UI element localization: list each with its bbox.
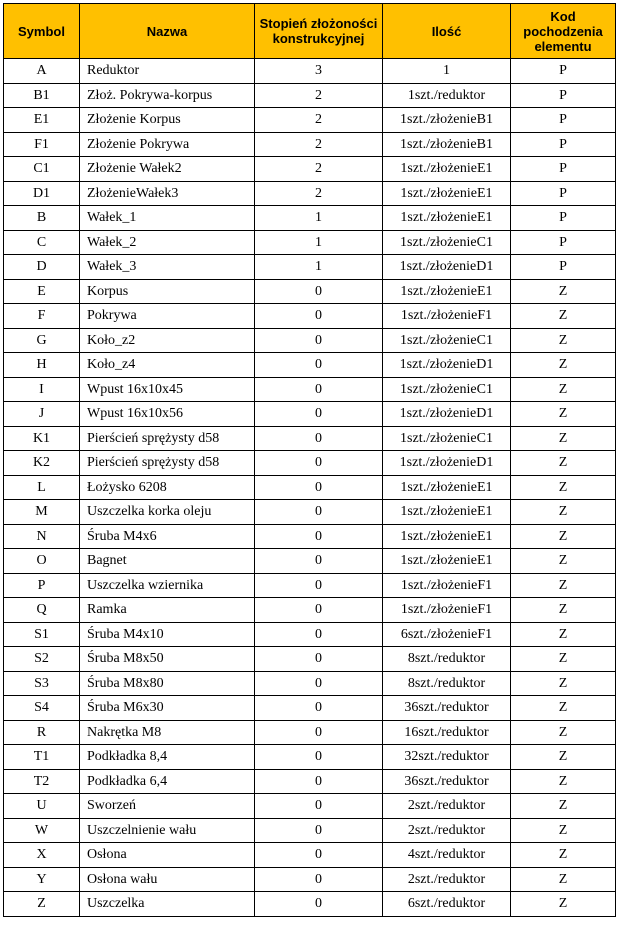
cell-qty: 6szt./złożenieF1 (383, 622, 511, 647)
cell-name: Złożenie Korpus (80, 108, 255, 133)
cell-qty: 1szt./złożenieE1 (383, 549, 511, 574)
cell-code: P (511, 108, 616, 133)
cell-degree: 0 (255, 475, 383, 500)
cell-name: Wałek_1 (80, 206, 255, 231)
cell-symbol: Y (4, 867, 80, 892)
table-row (4, 304, 616, 329)
table-row (4, 230, 616, 255)
cell-code: P (511, 230, 616, 255)
cell-code: Z (511, 377, 616, 402)
table-row (4, 328, 616, 353)
cell-qty: 8szt./reduktor (383, 671, 511, 696)
table-row (4, 818, 616, 843)
header-code: Kod pochodzenia elementu (511, 4, 616, 59)
table-row (4, 279, 616, 304)
cell-code: Z (511, 328, 616, 353)
table-row (4, 794, 616, 819)
cell-qty: 1szt./złożenieD1 (383, 402, 511, 427)
cell-code: Z (511, 524, 616, 549)
cell-code: P (511, 181, 616, 206)
header-row (4, 4, 616, 59)
cell-qty: 1szt./złożenieE1 (383, 157, 511, 182)
cell-degree: 1 (255, 230, 383, 255)
cell-code: Z (511, 500, 616, 525)
table-row (4, 59, 616, 84)
cell-name: Wpust 16x10x56 (80, 402, 255, 427)
cell-name: Uszczelnienie wału (80, 818, 255, 843)
cell-name: Sworzeń (80, 794, 255, 819)
cell-degree: 0 (255, 769, 383, 794)
cell-symbol: F1 (4, 132, 80, 157)
cell-name: Wpust 16x10x45 (80, 377, 255, 402)
table-row (4, 622, 616, 647)
cell-qty: 2szt./reduktor (383, 818, 511, 843)
cell-code: Z (511, 892, 616, 917)
cell-name: Osłona (80, 843, 255, 868)
cell-symbol: Z (4, 892, 80, 917)
cell-symbol: M (4, 500, 80, 525)
cell-degree: 0 (255, 622, 383, 647)
cell-symbol: L (4, 475, 80, 500)
cell-degree: 0 (255, 549, 383, 574)
cell-code: Z (511, 647, 616, 672)
cell-degree: 0 (255, 745, 383, 770)
cell-symbol: J (4, 402, 80, 427)
cell-symbol: U (4, 794, 80, 819)
cell-qty: 1szt./złożenieE1 (383, 524, 511, 549)
cell-code: Z (511, 818, 616, 843)
cell-code: Z (511, 867, 616, 892)
cell-symbol: S4 (4, 696, 80, 721)
table-row (4, 598, 616, 623)
cell-qty: 1szt./złożenieD1 (383, 353, 511, 378)
cell-qty: 1szt./złożenieE1 (383, 181, 511, 206)
cell-code: P (511, 255, 616, 280)
cell-name: Nakrętka M8 (80, 720, 255, 745)
cell-qty: 6szt./reduktor (383, 892, 511, 917)
cell-degree: 0 (255, 500, 383, 525)
table-row (4, 206, 616, 231)
cell-degree: 0 (255, 867, 383, 892)
cell-code: Z (511, 573, 616, 598)
table-row (4, 647, 616, 672)
cell-name: Śruba M4x6 (80, 524, 255, 549)
table-row (4, 867, 616, 892)
cell-symbol: X (4, 843, 80, 868)
header-name: Nazwa (80, 4, 255, 59)
cell-degree: 1 (255, 206, 383, 231)
cell-qty: 36szt./reduktor (383, 769, 511, 794)
cell-code: Z (511, 769, 616, 794)
cell-qty: 1 (383, 59, 511, 84)
cell-name: Śruba M8x50 (80, 647, 255, 672)
cell-qty: 36szt./reduktor (383, 696, 511, 721)
table-row (4, 843, 616, 868)
cell-qty: 1szt./złożenieE1 (383, 206, 511, 231)
cell-symbol: A (4, 59, 80, 84)
cell-symbol: P (4, 573, 80, 598)
cell-qty: 32szt./reduktor (383, 745, 511, 770)
table-row (4, 83, 616, 108)
cell-degree: 2 (255, 181, 383, 206)
cell-name: Reduktor (80, 59, 255, 84)
cell-degree: 0 (255, 892, 383, 917)
cell-qty: 1szt./złożenieB1 (383, 132, 511, 157)
cell-qty: 1szt./złożenieF1 (383, 304, 511, 329)
table-row (4, 549, 616, 574)
cell-qty: 2szt./reduktor (383, 794, 511, 819)
cell-symbol: S1 (4, 622, 80, 647)
cell-name: Uszczelka korka oleju (80, 500, 255, 525)
table-row (4, 451, 616, 476)
table-row (4, 769, 616, 794)
cell-degree: 2 (255, 132, 383, 157)
cell-degree: 0 (255, 647, 383, 672)
table-row (4, 573, 616, 598)
cell-name: Łożysko 6208 (80, 475, 255, 500)
cell-degree: 0 (255, 843, 383, 868)
table-row (4, 745, 616, 770)
cell-symbol: R (4, 720, 80, 745)
table-row (4, 181, 616, 206)
cell-qty: 1szt./złożenieE1 (383, 475, 511, 500)
cell-degree: 0 (255, 304, 383, 329)
cell-code: P (511, 83, 616, 108)
cell-degree: 0 (255, 696, 383, 721)
cell-code: Z (511, 426, 616, 451)
cell-degree: 2 (255, 83, 383, 108)
cell-degree: 0 (255, 720, 383, 745)
cell-code: Z (511, 279, 616, 304)
cell-code: Z (511, 451, 616, 476)
table-row (4, 524, 616, 549)
cell-name: Uszczelka wziernika (80, 573, 255, 598)
cell-degree: 0 (255, 598, 383, 623)
cell-symbol: S3 (4, 671, 80, 696)
cell-degree: 0 (255, 353, 383, 378)
cell-degree: 0 (255, 818, 383, 843)
cell-name: Podkładka 6,4 (80, 769, 255, 794)
cell-qty: 1szt./złożenieC1 (383, 230, 511, 255)
cell-name: Osłona wału (80, 867, 255, 892)
cell-qty: 8szt./reduktor (383, 647, 511, 672)
cell-qty: 1szt./złożenieE1 (383, 500, 511, 525)
cell-qty: 16szt./reduktor (383, 720, 511, 745)
cell-symbol: W (4, 818, 80, 843)
header-qty: Ilość (383, 4, 511, 59)
table-row (4, 720, 616, 745)
cell-qty: 1szt./złożenieF1 (383, 598, 511, 623)
table-row (4, 353, 616, 378)
table-row (4, 671, 616, 696)
cell-name: Wałek_3 (80, 255, 255, 280)
cell-symbol: E1 (4, 108, 80, 133)
cell-symbol: T2 (4, 769, 80, 794)
cell-name: Wałek_2 (80, 230, 255, 255)
cell-name: Korpus (80, 279, 255, 304)
cell-symbol: K2 (4, 451, 80, 476)
cell-degree: 0 (255, 279, 383, 304)
cell-code: Z (511, 402, 616, 427)
table-row (4, 500, 616, 525)
cell-name: Złożenie Pokrywa (80, 132, 255, 157)
cell-qty: 1szt./reduktor (383, 83, 511, 108)
header-degree: Stopień złożoności konstrukcyjnej (255, 4, 383, 59)
cell-degree: 0 (255, 426, 383, 451)
table-row (4, 475, 616, 500)
cell-qty: 4szt./reduktor (383, 843, 511, 868)
cell-degree: 2 (255, 157, 383, 182)
cell-code: Z (511, 549, 616, 574)
cell-degree: 0 (255, 794, 383, 819)
cell-code: Z (511, 475, 616, 500)
cell-name: Złoż. Pokrywa-korpus (80, 83, 255, 108)
cell-symbol: F (4, 304, 80, 329)
cell-symbol: T1 (4, 745, 80, 770)
cell-symbol: N (4, 524, 80, 549)
table-row (4, 157, 616, 182)
cell-symbol: Q (4, 598, 80, 623)
cell-name: Bagnet (80, 549, 255, 574)
cell-code: P (511, 206, 616, 231)
cell-qty: 1szt./złożenieD1 (383, 451, 511, 476)
cell-symbol: C1 (4, 157, 80, 182)
table-row (4, 402, 616, 427)
cell-code: Z (511, 720, 616, 745)
cell-degree: 0 (255, 377, 383, 402)
cell-qty: 1szt./złożenieC1 (383, 426, 511, 451)
cell-symbol: O (4, 549, 80, 574)
cell-name: Śruba M6x30 (80, 696, 255, 721)
cell-symbol: S2 (4, 647, 80, 672)
cell-qty: 1szt./złożenieC1 (383, 328, 511, 353)
cell-qty: 2szt./reduktor (383, 867, 511, 892)
header-symbol: Symbol (4, 4, 80, 59)
cell-name: Pierścień sprężysty d58 (80, 426, 255, 451)
cell-symbol: D1 (4, 181, 80, 206)
cell-code: P (511, 157, 616, 182)
table-row (4, 426, 616, 451)
cell-degree: 0 (255, 451, 383, 476)
cell-code: Z (511, 794, 616, 819)
table-row (4, 892, 616, 917)
cell-code: Z (511, 843, 616, 868)
cell-degree: 1 (255, 255, 383, 280)
cell-qty: 1szt./złożenieF1 (383, 573, 511, 598)
cell-symbol: E (4, 279, 80, 304)
cell-name: Pokrywa (80, 304, 255, 329)
cell-qty: 1szt./złożenieB1 (383, 108, 511, 133)
cell-symbol: G (4, 328, 80, 353)
cell-degree: 0 (255, 671, 383, 696)
cell-name: Koło_z4 (80, 353, 255, 378)
cell-degree: 3 (255, 59, 383, 84)
cell-name: Uszczelka (80, 892, 255, 917)
cell-symbol: B1 (4, 83, 80, 108)
cell-name: Śruba M8x80 (80, 671, 255, 696)
cell-code: P (511, 59, 616, 84)
cell-code: Z (511, 745, 616, 770)
cell-code: Z (511, 353, 616, 378)
cell-symbol: D (4, 255, 80, 280)
table-row (4, 108, 616, 133)
cell-symbol: B (4, 206, 80, 231)
cell-name: ZłożenieWałek3 (80, 181, 255, 206)
cell-symbol: K1 (4, 426, 80, 451)
cell-code: Z (511, 622, 616, 647)
cell-qty: 1szt./złożenieD1 (383, 255, 511, 280)
cell-name: Złożenie Wałek2 (80, 157, 255, 182)
cell-qty: 1szt./złożenieC1 (383, 377, 511, 402)
cell-name: Śruba M4x10 (80, 622, 255, 647)
cell-code: Z (511, 304, 616, 329)
cell-symbol: I (4, 377, 80, 402)
cell-name: Podkładka 8,4 (80, 745, 255, 770)
cell-code: Z (511, 671, 616, 696)
cell-name: Pierścień sprężysty d58 (80, 451, 255, 476)
cell-degree: 0 (255, 573, 383, 598)
cell-degree: 0 (255, 328, 383, 353)
cell-degree: 2 (255, 108, 383, 133)
parts-table (3, 3, 616, 917)
cell-name: Koło_z2 (80, 328, 255, 353)
cell-degree: 0 (255, 524, 383, 549)
cell-code: Z (511, 598, 616, 623)
cell-qty: 1szt./złożenieE1 (383, 279, 511, 304)
cell-name: Ramka (80, 598, 255, 623)
table-row (4, 132, 616, 157)
cell-symbol: C (4, 230, 80, 255)
cell-symbol: H (4, 353, 80, 378)
table-row (4, 377, 616, 402)
cell-code: Z (511, 696, 616, 721)
cell-degree: 0 (255, 402, 383, 427)
table-row (4, 696, 616, 721)
table-row (4, 255, 616, 280)
cell-code: P (511, 132, 616, 157)
